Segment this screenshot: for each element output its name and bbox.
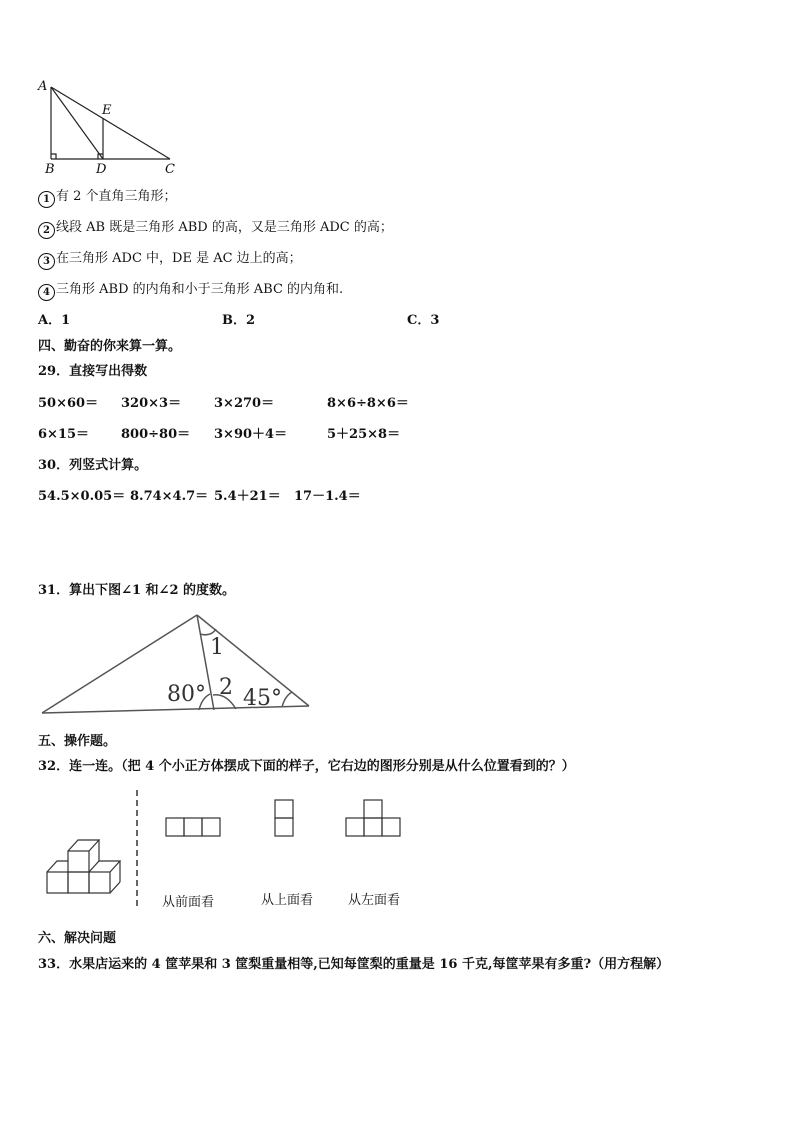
option-b: B．2 [222,313,256,328]
segment-ad [51,87,103,159]
right-angle-mark-d [98,154,103,159]
q29-item: 8×6÷8×6＝ [327,396,409,411]
angle-label-2: 2 [219,675,233,700]
angle-label-1: 1 [210,635,224,660]
q30-item: 54.5×0.05＝ [38,489,126,504]
q29-item: 6×15＝ [38,427,90,442]
q33-title: 33．水果店运来的 4 筐苹果和 3 筐梨重量相等,已知每筐梨的重量是 16 千克,每筐苹果有多重?（用方程解） [38,957,670,972]
label-front-view: 从前面看 [162,895,215,910]
q31-title: 31．算出下图∠1 和∠2 的度数。 [38,583,236,598]
statement-text: 在三角形 ADC 中，DE 是 AC 边上的高； [56,251,302,266]
statement-number: 4 [38,284,55,301]
statement-2 [38,220,393,239]
statement-text: 三角形 ABD 的内角和小于三角形 ABC 的内角和. [56,282,344,297]
view-three-row [166,818,220,836]
q29-item: 800÷80＝ [121,427,191,442]
q30-item: 8.74×4.7＝ [130,489,209,504]
view-two-stacked [275,800,293,836]
section-4-heading: 四、勤奋的你来算一算。 [38,339,182,354]
section-5-heading: 五、操作题。 [38,734,117,749]
statement-number: 3 [38,253,55,270]
segment-ac [51,87,170,159]
option-a: A．1 [38,313,71,328]
label-c: C [165,162,175,177]
statement-text: 线段 AB 既是三角形 ABD 的高，又是三角形 ADC 的高； [56,220,393,235]
q30-item: 17－1.4＝ [294,489,361,504]
angle-arc-1 [200,629,216,635]
label-a: A [38,79,48,94]
q32-title: 32．连一连。（把 4 个小正方体摆成下面的样子，它右边的图形分别是从什么位置看到的？） [38,759,575,774]
q30-item: 5.4＋21＝ [214,489,281,504]
statement-number: 1 [38,191,55,208]
right-angle-mark-b [51,154,56,159]
statement-4 [38,282,343,301]
label-d: D [96,162,107,177]
label-e: E [102,103,112,118]
cube-stack-drawing [47,840,120,893]
angle-label-45: 45° [243,686,282,711]
q29-item: 3×90＋4＝ [214,427,288,442]
statement-number: 2 [38,222,55,239]
statement-text: 有 2 个直角三角形； [56,189,177,204]
label-b: B [45,162,55,177]
label-top-view: 从上面看 [261,893,314,908]
label-left-view: 从左面看 [348,893,401,908]
view-t-shape [346,800,400,836]
option-c: C．3 [407,313,440,328]
q29-title: 29．直接写出得数 [38,364,148,379]
q29-item: 50×60＝ [38,396,99,411]
angle-label-80: 80° [167,682,206,707]
statement-1 [38,189,177,208]
angle-arc-45 [282,692,292,707]
section-6-heading: 六、解决问题 [38,931,117,946]
q29-item: 320×3＝ [121,396,182,411]
q29-item: 3×270＝ [214,396,275,411]
q30-title: 30．列竖式计算。 [38,458,148,473]
q29-item: 5＋25×8＝ [327,427,401,442]
statement-3 [38,251,302,270]
